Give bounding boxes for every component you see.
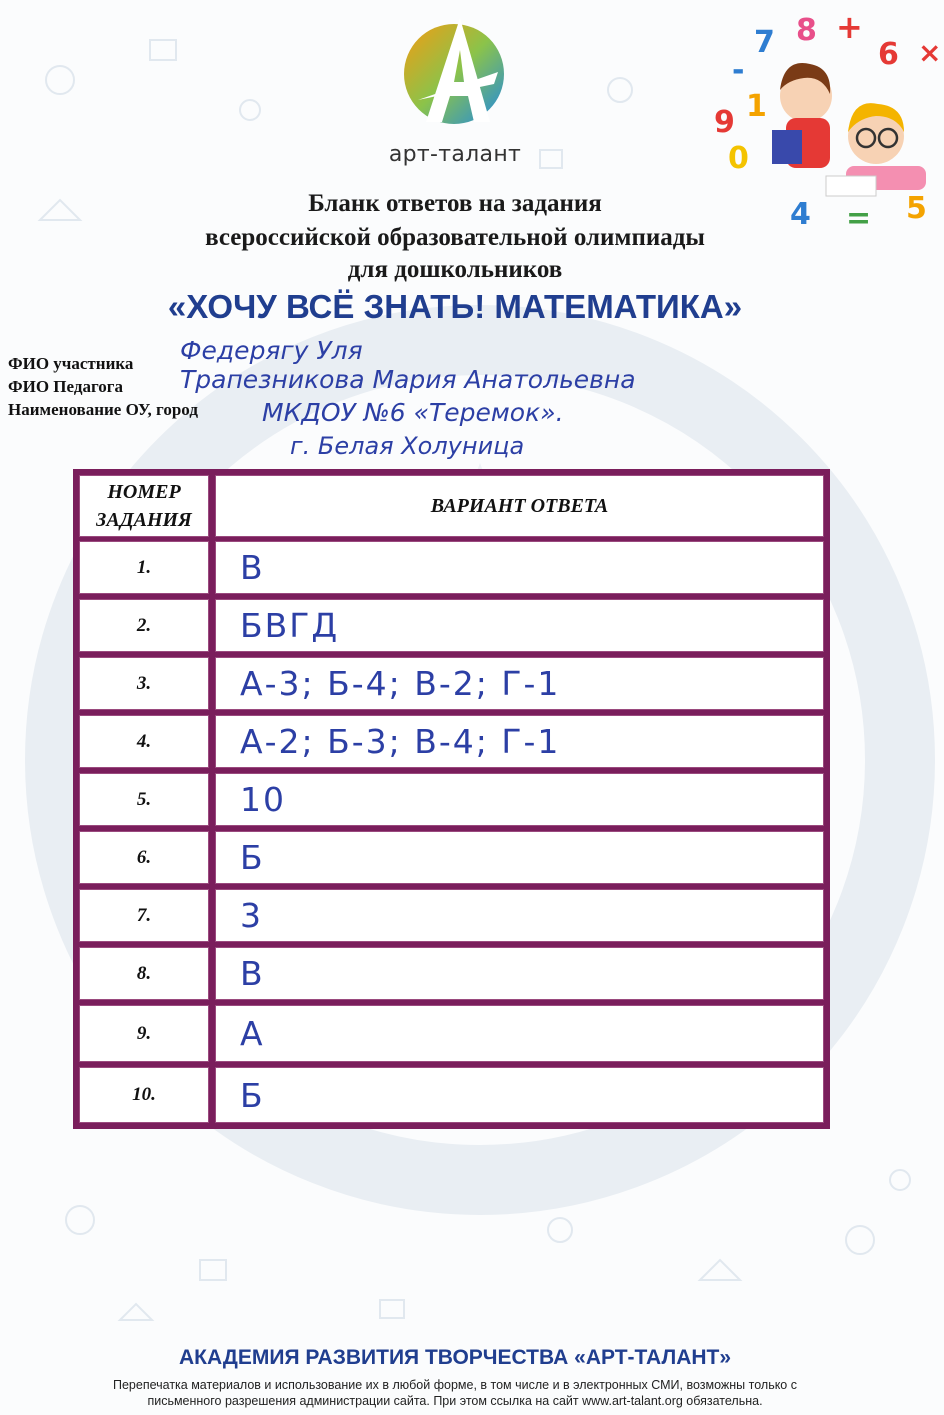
row-answer: БВГД xyxy=(215,599,824,652)
kids-minus: - xyxy=(732,53,745,88)
kids-times: × xyxy=(918,36,942,69)
kids-number-7: 7 xyxy=(754,25,775,60)
row-number: 10. xyxy=(79,1067,209,1123)
row-answer: А-3; Б-4; В-2; Г-1 xyxy=(215,657,824,710)
art-talant-logo-icon xyxy=(398,10,510,132)
org-label: Наименование ОУ, город xyxy=(8,400,198,419)
kids-number-9: 9 xyxy=(714,105,735,140)
kids-number-1: 1 xyxy=(746,89,767,124)
teacher-label: ФИО Педагога xyxy=(8,377,123,396)
org-value-line1: МКДОУ №6 «Теремок». xyxy=(262,398,564,427)
footer-academy: АКАДЕМИЯ РАЗВИТИЯ ТВОРЧЕСТВА «АРТ-ТАЛАНТ» xyxy=(178,1346,732,1369)
kids-number-5: 5 xyxy=(906,191,927,226)
row-number: 3. xyxy=(79,657,209,710)
footer-note-line2: письменного разрешения администрации сайта. При этом ссылка на сайт www.art-talant.org обязательна. xyxy=(147,1394,763,1408)
olympiad-headline: «ХОЧУ ВСЁ ЗНАТЬ! МАТЕМАТИКА» xyxy=(167,288,743,325)
footer-note-line1: Перепечатка материалов и использование их в любой форме, в том числе и в электронных СМИ, возможны только с xyxy=(112,1378,797,1392)
row-number: 7. xyxy=(79,889,209,942)
row-answer: Б xyxy=(215,1067,824,1123)
kids-number-4: 4 xyxy=(790,197,811,226)
kids-number-0: 0 xyxy=(728,141,749,176)
row-answer: Б xyxy=(215,831,824,884)
row-number: 1. xyxy=(79,541,209,594)
row-number: 2. xyxy=(79,599,209,652)
participant-value: Федерягу Уля xyxy=(180,336,363,365)
row-answer: А xyxy=(215,1005,824,1062)
kids-equals: = xyxy=(846,201,872,226)
participant-label: ФИО участника xyxy=(8,354,134,373)
row-number: 6. xyxy=(79,831,209,884)
kids-number-8: 8 xyxy=(796,13,817,48)
row-number: 4. xyxy=(79,715,209,768)
row-answer: 10 xyxy=(215,773,824,826)
teacher-value: Трапезникова Мария Анатольевна xyxy=(180,365,636,394)
answer-table xyxy=(73,469,830,1129)
row-number: 9. xyxy=(79,1005,209,1062)
kids-number-6: 6 xyxy=(878,37,899,72)
row-answer: А-2; Б-3; В-4; Г-1 xyxy=(215,715,824,768)
brand-name: арт-талант xyxy=(388,142,522,167)
footer-copyright-note xyxy=(20,1377,890,1409)
col-answer-header: ВАРИАНТ ОТВЕТА xyxy=(215,475,824,537)
title-line-3: для дошкольников xyxy=(347,256,563,283)
col-number-header: НОМЕР ЗАДАНИЯ xyxy=(79,475,209,537)
title-line-2: всероссийской образовательной олимпиады xyxy=(205,224,705,251)
row-number: 8. xyxy=(79,947,209,1000)
row-answer: В xyxy=(215,947,824,1000)
org-value-line2: г. Белая Холуница xyxy=(290,432,525,460)
row-answer: В xyxy=(215,541,824,594)
title-line-1: Бланк ответов на задания xyxy=(308,190,602,217)
row-answer: 3 xyxy=(215,889,824,942)
row-number: 5. xyxy=(79,773,209,826)
kids-plus: + xyxy=(836,8,863,46)
